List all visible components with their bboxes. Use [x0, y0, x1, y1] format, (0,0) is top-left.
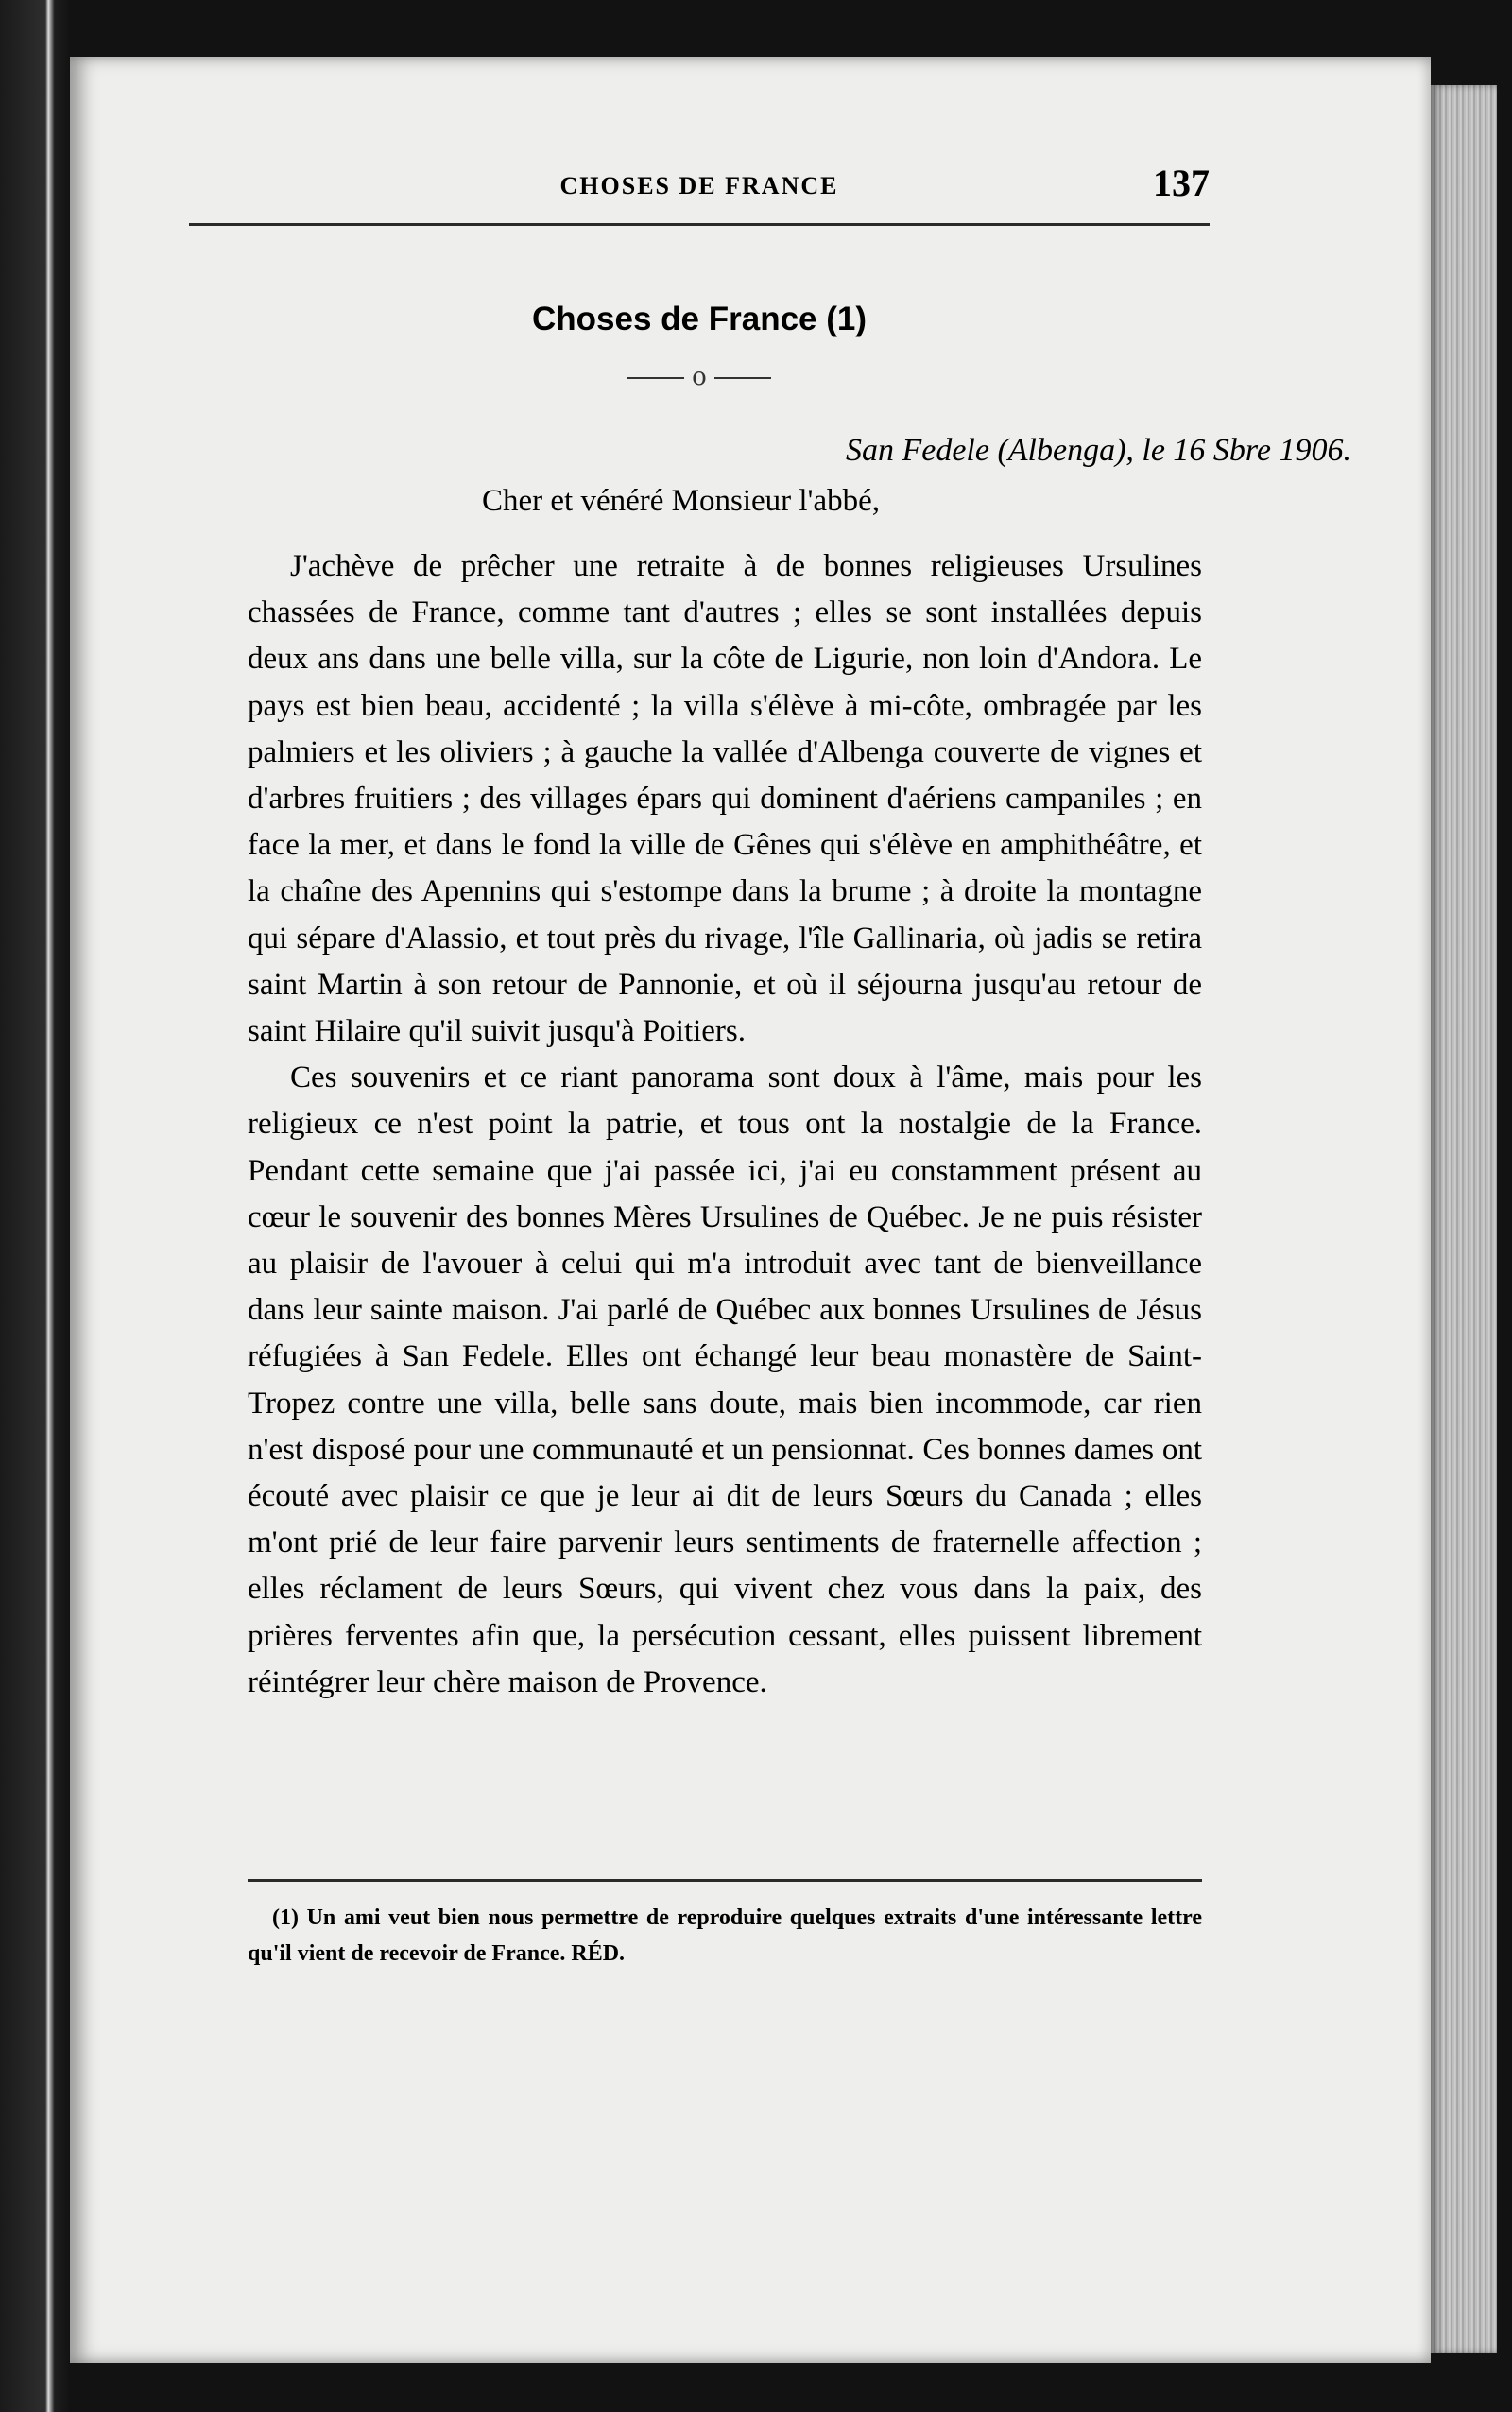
book-fore-edge: [1431, 85, 1497, 2353]
footnote: (1) Un ami veut bien nous permettre de reproduire quelques extraits d'une intéressante lettre qu'il vient de recevoir de France. RÉD.: [248, 1905, 1202, 1966]
letter-body: [248, 543, 1202, 1706]
article-title: Choses de France (1): [532, 301, 867, 337]
paragraph: J'achève de prêcher une retraite à de bonnes religieuses Ursulines chassées de France, comme tant d'autres ; elles se sont installées depuis deux ans dans une belle villa, sur la côte de Ligurie, non loin d'Andora. Le pays est bien beau, accidenté ; la villa s'élève à mi-côte, ombragée par les palmiers et les oliviers ; à gauche la vallée d'Albenga couverte de vignes et d'arbres fruitiers ; des villages épars qui dominent d'aériens campaniles ; en face la mer, et dans le fond la ville de Gênes qui s'élève en amphithéâtre, et la chaîne des Apennins qui s'estompe dans la brume ; à droite la montagne qui sépare d'Alassio, et tout près du rivage, l'île Gallinaria, où jadis se retira saint Martin à son retour de Pannonie, et où il séjourna jusqu'au retour de saint Hilaire qu'il suivit jusqu'à Poitiers.: [248, 549, 1202, 1049]
letter-dateline: San Fedele (Albenga), le 16 Sbre 1906.: [845, 433, 1351, 468]
page-number: 137: [1153, 162, 1210, 204]
running-head: [189, 162, 1210, 226]
footnote-rule: [248, 1879, 1202, 1882]
letter-salutation: Cher et vénéré Monsieur l'abbé,: [482, 484, 881, 518]
ornament-mark: o: [692, 363, 707, 391]
ornament-rule-left: [627, 377, 684, 379]
paragraph: Ces souvenirs et ce riant panorama sont doux à l'âme, mais pour les religieux ce n'est point la patrie, et tous ont la nostalgie de la France. Pendant cette semaine que j'ai passée ici, j'ai eu constamment présent au cœur le souvenir des bonnes Mères Ursulines de Québec. Je ne puis résister au plaisir de l'avouer à celui qui m'a introduit avec tant de bienveillance dans leur sainte maison. J'ai parlé de Québec aux bonnes Ursulines de Jésus réfugiées à San Fedele. Elles ont échangé leur beau monastère de Saint-Tropez contre une villa, belle sans doute, mais bien incommode, car rien n'est disposé pour une communauté et un pensionnat. Ces bonnes dames ont écouté avec plaisir ce que je leur ai dit de leurs Sœurs du Canada ; elles m'ont prié de leur faire parvenir leurs sentiments de fraternelle affection ; elles réclament de leurs Sœurs, qui vivent chez vous dans la paix, des prières ferventes afin que, la persécution cessant, elles puissent librement réintégrer leur chère maison de Provence.: [248, 1060, 1202, 1699]
running-head-title: CHOSES DE FRANCE: [559, 172, 839, 199]
ornament-rule-right: [714, 377, 771, 379]
title-ornament: [605, 363, 794, 391]
